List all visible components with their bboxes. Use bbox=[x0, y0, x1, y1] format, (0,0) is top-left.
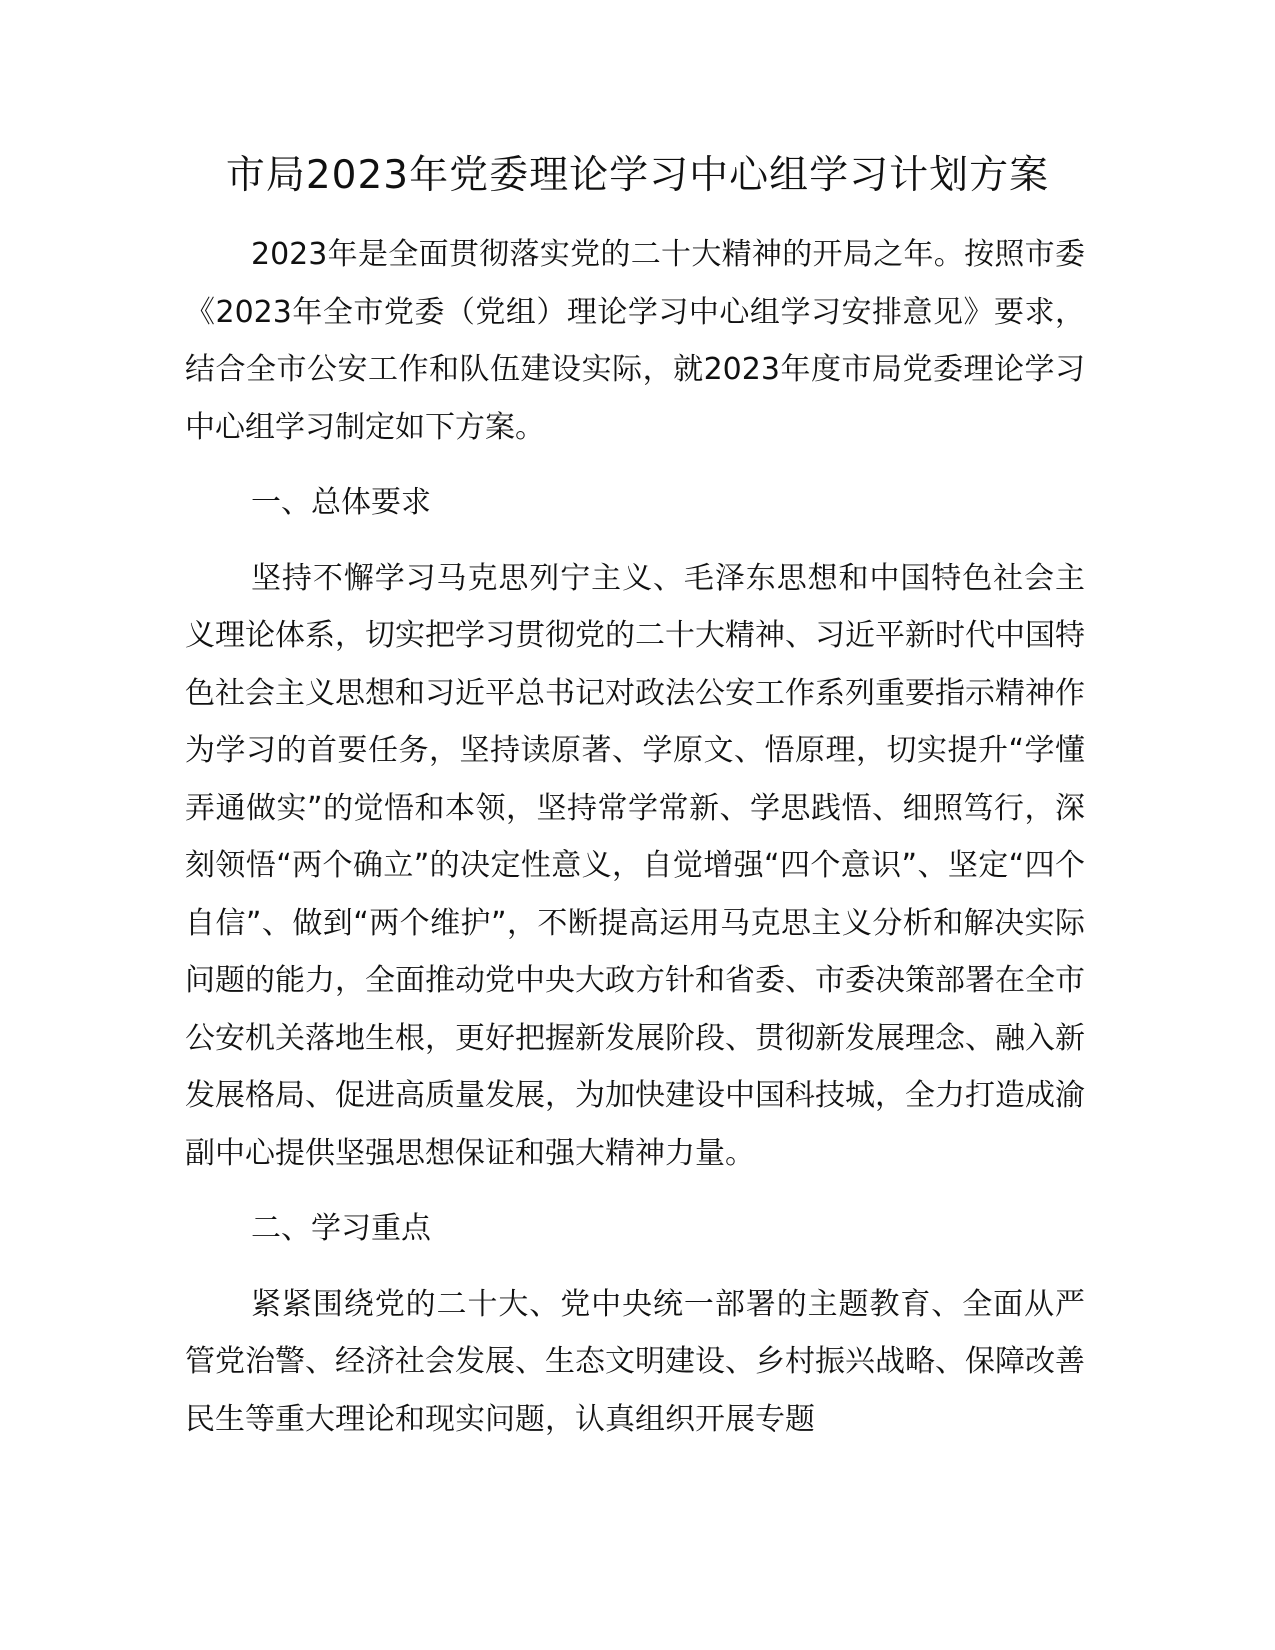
intro-paragraph: 2023年是全面贯彻落实党的二十大精神的开局之年。按照市委《2023年全市党委（党组）理论学习中心组学习安排意见》要求，结合全市公安工作和队伍建设实际，就2023年度市局党委理论学习中心组学习制定如下方案。 bbox=[185, 237, 1085, 445]
overall-requirements-paragraph: 坚持不懈学习马克思列宁主义、毛泽东思想和中国特色社会主义理论体系，切实把学习贯彻党的二十大精神、习近平新时代中国特色社会主义思想和习近平总书记对政法公安工作系列重要指示精神作为学习的首要任务，坚持读原著、学原文、悟原理，切实提升“学懂弄通做实”的觉悟和本领，坚持常学常新、学思践悟、细照笃行，深刻领悟“两个确立”的决定性意义，自觉增强“四个意识”、坚定“四个自信”、做到“两个维护”，不断提高运用马克思主义分析和解决实际问题的能力，全面推动党中央大政方针和省委、市委决策部署在全市公安机关落地生根，更好把握新发展阶段、贯彻新发展理念、融入新发展格局、促进高质量发展，为加快建设中国科技城，全力打造成渝副中心提供坚强思想保证和强大精神力量。 bbox=[185, 560, 1085, 1171]
section-heading-study-focus: 二、学习重点 bbox=[251, 1211, 431, 1246]
document-body bbox=[185, 226, 1085, 1448]
section-heading-overall-requirements: 一、总体要求 bbox=[251, 485, 431, 520]
study-focus-paragraph: 紧紧围绕党的二十大、党中央统一部署的主题教育、全面从严管党治警、经济社会发展、生态文明建设、乡村振兴战略、保障改善民生等重大理论和现实问题，认真组织开展专题 bbox=[185, 1286, 1085, 1437]
document-title: 市局2023年党委理论学习中心组学习计划方案 bbox=[225, 153, 1050, 198]
